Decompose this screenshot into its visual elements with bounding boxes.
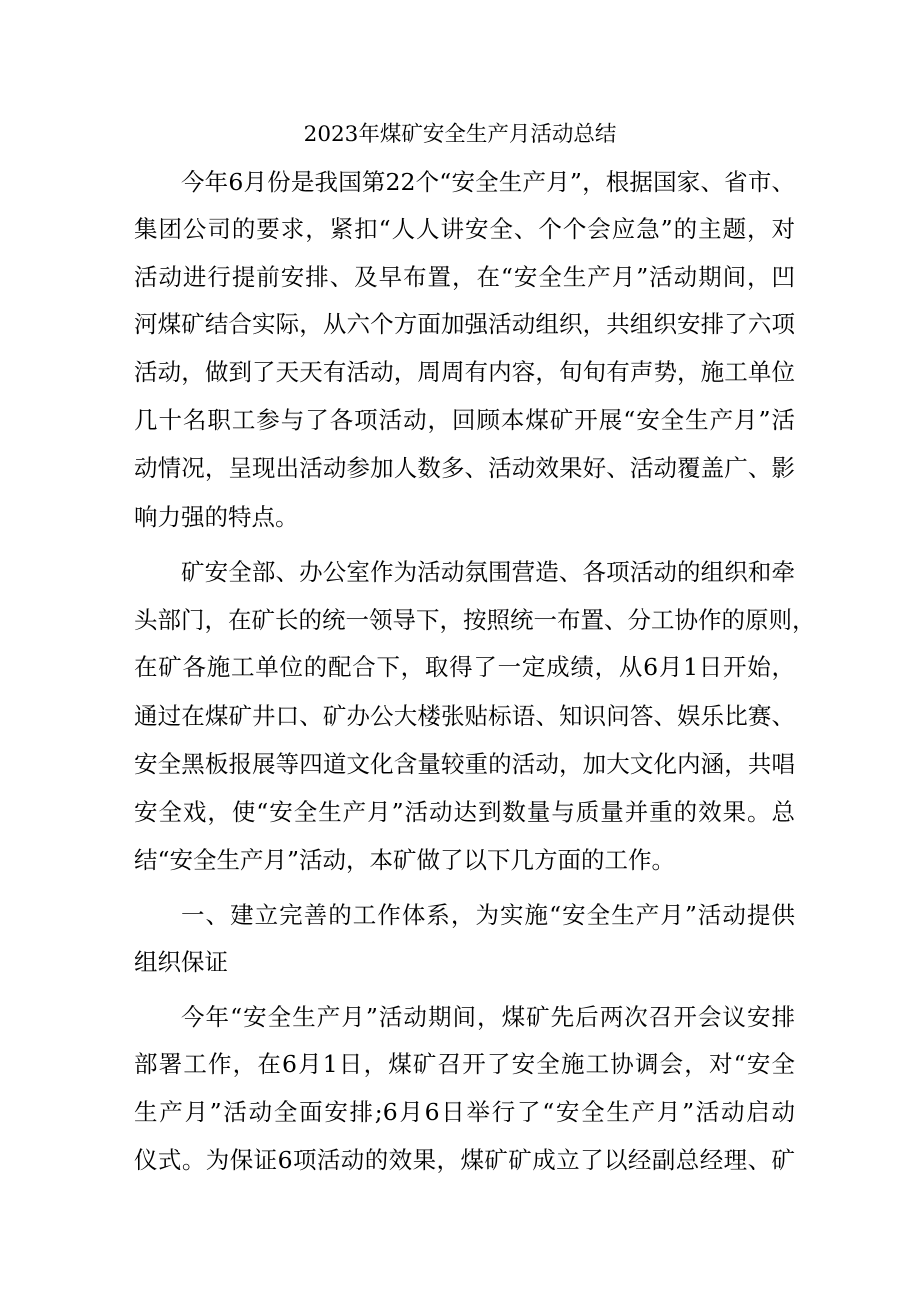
text-line: 组织保证 [134,948,228,976]
document-title: 2023年煤矿安全生产月活动总结 [303,122,617,147]
text-line: 在矿各施工单位的配合下，取得了一定成绩，从6月1日开始， [134,653,795,681]
text-line: 活动进行提前安排、及早布置，在“安全生产月”活动期间，凹 [134,263,795,291]
text-line: 集团公司的要求，紧扣“人人讲安全、个个会应急”的主题，对 [134,215,795,243]
text-line: 仪式。为保证6项活动的效果，煤矿矿成立了以经副总经理、矿 [134,1146,795,1174]
text-line: 结“安全生产月”活动，本矿做了以下几方面的工作。 [134,846,676,874]
text-line: 响力强的特点。 [134,503,299,531]
text-line: 安全黑板报展等四道文化含量较重的活动，加大文化内涵，共唱 [134,750,795,778]
text-line: 几十名职工参与了各项活动，回顾本煤矿开展“安全生产月”活 [134,406,795,434]
text-line: 一、建立完善的工作体系，为实施“安全生产月”活动提供 [181,901,795,929]
text-line: 活动，做到了天天有活动，周周有内容，旬旬有声势，施工单位 [134,358,795,386]
text-line: 今年6月份是我国第22个“安全生产月”，根据国家、省市、 [181,168,795,196]
text-line: 头部门，在矿长的统一领导下，按照统一布置、分工协作的原则， [134,606,816,634]
text-line: 部署工作，在6月1日，煤矿召开了安全施工协调会，对“安全 [134,1050,795,1078]
text-line: 矿安全部、办公室作为活动氛围营造、各项活动的组织和牵 [181,558,795,586]
text-line: 动情况，呈现出活动参加人数多、活动效果好、活动覆盖广、影 [134,454,795,482]
text-line: 河煤矿结合实际，从六个方面加强活动组织，共组织安排了六项 [134,310,795,338]
text-line: 生产月”活动全面安排;6月6日举行了“安全生产月”活动启动 [134,1098,795,1126]
text-line: 通过在煤矿井口、矿办公大楼张贴标语、知识问答、娱乐比赛、 [134,702,795,730]
text-line: 今年“安全生产月”活动期间，煤矿先后两次召开会议安排 [181,1003,795,1031]
text-line: 安全戏，使“安全生产月”活动达到数量与质量并重的效果。总 [134,798,795,826]
